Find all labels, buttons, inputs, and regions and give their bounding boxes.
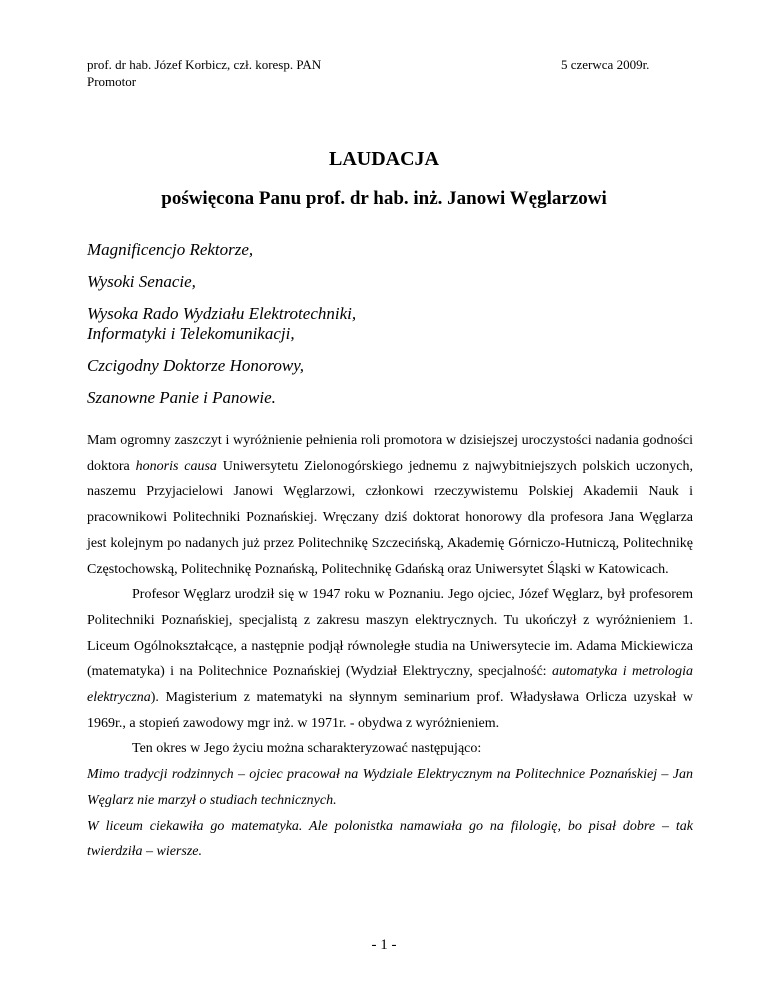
document-subtitle: poświęcona Panu prof. dr hab. inż. Janowi Węglarzowi bbox=[161, 188, 607, 209]
paragraph-1-emphasis: honoris causa bbox=[135, 458, 217, 474]
document-title: LAUDACJA bbox=[329, 148, 439, 170]
paragraph-1-part-a: Mam ogromny zaszczyt i wyróżnienie pełnienia roli promotora w dzisiejszej uroczystości nadania godności doktora bbox=[87, 433, 693, 474]
salutations bbox=[87, 240, 356, 408]
paragraph-2-emphasis: automatyka i metrologia elektryczna bbox=[87, 664, 693, 706]
page-number: - 1 - bbox=[371, 937, 397, 953]
paragraph-2 bbox=[87, 582, 693, 736]
paragraph-5-quote: W liceum ciekawiła go matematyka. Ale polonistka namawiała go na filologię, bo pisał dobre – tak twierdziła – wiersze. bbox=[87, 818, 693, 860]
paragraph-1 bbox=[87, 428, 693, 582]
body-text bbox=[87, 428, 693, 865]
salutation-rector: Magnificencjo Rektorze, bbox=[87, 240, 254, 259]
salutation-council-line2: Informatyki i Telekomunikacji, bbox=[87, 324, 295, 343]
header-date: 5 czerwca 2009r. bbox=[561, 57, 650, 72]
header-author-block bbox=[87, 56, 321, 90]
salutation-senate: Wysoki Senacie, bbox=[87, 272, 196, 291]
salutation-audience: Szanowne Panie i Panowie. bbox=[87, 388, 276, 407]
paragraph-3: Ten okres w Jego życiu można scharakteryzować następująco: bbox=[132, 741, 482, 757]
header-author: prof. dr hab. Józef Korbicz, czł. koresp. PAN bbox=[87, 57, 322, 72]
paragraph-2-part-b: ). Magisterium z matematyki na słynnym seminarium prof. Władysława Orlicza uzyskał w 1969r., a stopień zawodowy mgr inż. w 1971r. - obydwa z wyróżnieniem. bbox=[87, 690, 693, 731]
paragraph-1-part-b: Uniwersytetu Zielonogórskiego jednemu z najwybitniejszych polskich uczonych, naszemu Przyjacielowi Janowi Węglarzowi, członkowi rzeczywistemu Polskiej Akademii Nauk i pracownikowi Politechniki Poznańskiej. Wręczany dziś doktorat honorowy dla profesora Jana Węglarza jest kolejnym po nadanych już przez Politechnikę Szczecińską, Akademię Górniczo-Hutniczą, Politechnikę Częstochowską, Politechnikę Poznańską, Politechnikę Gdańską oraz Uniwersytet Śląski w Katowicach. bbox=[87, 458, 693, 577]
salutation-council-line1: Wysoka Rado Wydziału Elektrotechniki, bbox=[87, 304, 357, 323]
paragraph-4-quote: Mimo tradycji rodzinnych – ojciec pracował na Wydziale Elektrycznym na Politechnice Poznańskiej – Jan Węglarz nie marzył o studiach technicznych. bbox=[87, 767, 693, 808]
salutation-doctor: Czcigodny Doktorze Honorowy, bbox=[87, 356, 305, 375]
header-role: Promotor bbox=[87, 74, 137, 89]
paragraph-2-part-a: Profesor Węglarz urodził się w 1947 roku w Poznaniu. Jego ojciec, Józef Węglarz, był profesorem Politechniki Poznańskiej, specjalistą z zakresu maszyn elektrycznych. Tu ukończył z wyróżnieniem 1. Liceum Ogólnokształcące, a następnie podjął równoległe studia na Uniwersytecie im. Adama Mickiewicza (matematyka) i na Politechnice Poznańskiej (Wydział Elektryczny, specjalność: bbox=[87, 587, 693, 680]
